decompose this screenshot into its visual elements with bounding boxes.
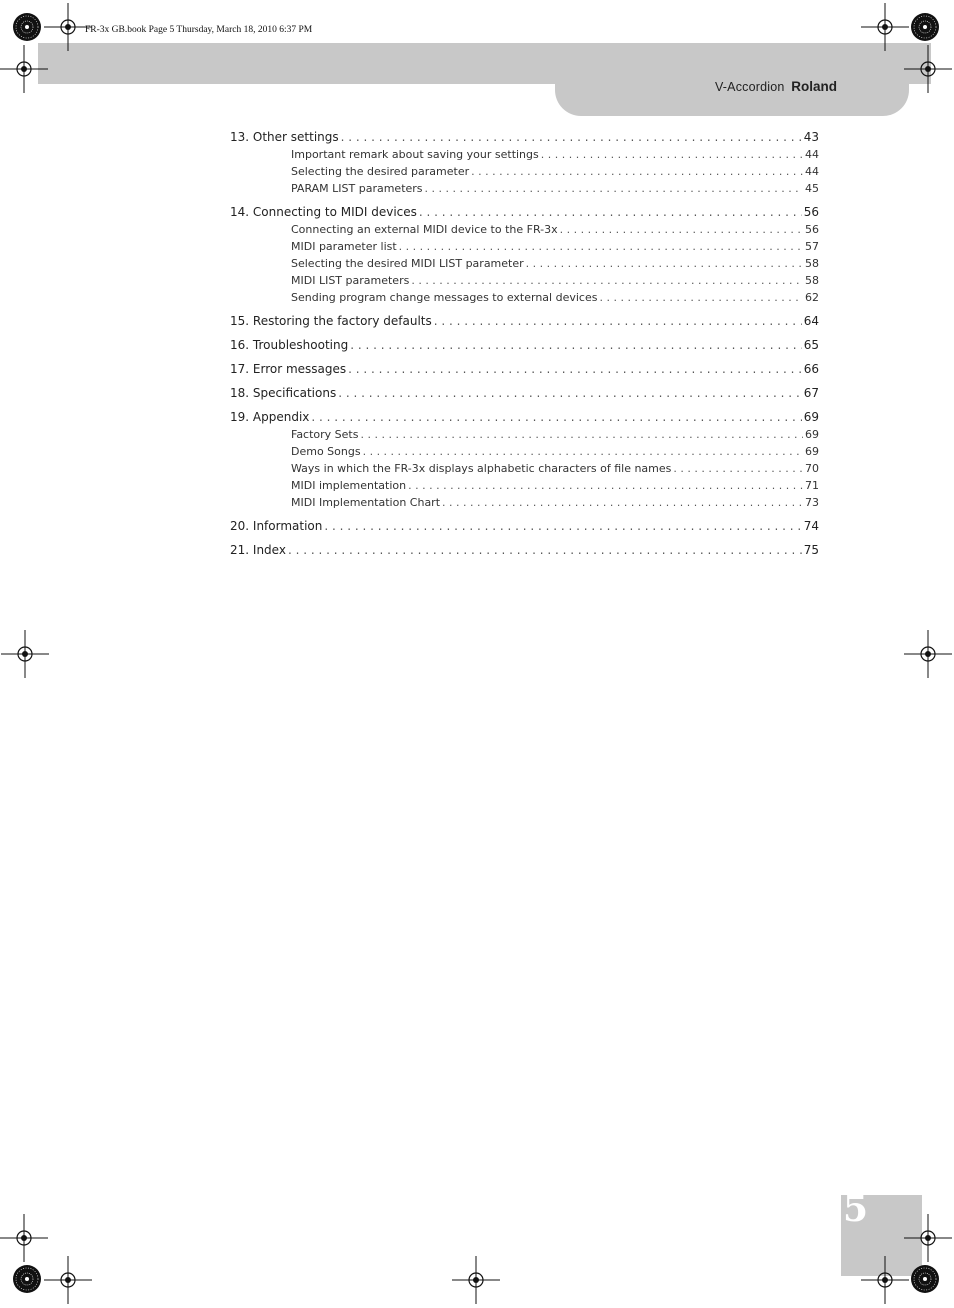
toc-title: 21. Index [230, 543, 286, 557]
product-name: V-Accordion [714, 80, 785, 94]
toc-title: 14. Connecting to MIDI devices [230, 205, 417, 219]
toc-page: 73 [805, 496, 819, 509]
page-number: 5 [843, 1188, 869, 1230]
crosshair-icon [904, 630, 952, 678]
starburst-icon [911, 13, 939, 41]
toc-page: 64 [803, 314, 819, 328]
toc-title: Selecting the desired MIDI LIST parameter [291, 257, 524, 270]
toc-page: 70 [805, 462, 819, 475]
toc-title: 18. Specifications [230, 386, 337, 400]
toc-title: MIDI LIST parameters [291, 274, 410, 287]
toc-page: 69 [803, 410, 819, 424]
toc-page: 44 [805, 165, 819, 178]
crosshair-icon [0, 1214, 48, 1262]
toc-page: 57 [805, 240, 819, 253]
toc-title: 15. Restoring the factory defaults [230, 314, 432, 328]
toc-title: MIDI parameter list [291, 240, 397, 253]
toc-title: 13. Other settings [230, 130, 339, 144]
toc-title: 17. Error messages [230, 362, 347, 376]
toc-page: 58 [805, 274, 819, 287]
toc-page: 69 [805, 445, 819, 458]
brand-name: Roland [791, 79, 837, 94]
toc-page: 65 [803, 338, 819, 352]
toc-title: Important remark about saving your settings [291, 148, 539, 161]
toc-page: 56 [805, 223, 819, 236]
crosshair-icon [44, 1256, 92, 1304]
crosshair-icon [904, 1214, 952, 1262]
toc-page: 69 [805, 428, 819, 441]
crosshair-icon [861, 1256, 909, 1304]
toc-page: 44 [805, 148, 819, 161]
crosshair-icon [1, 630, 49, 678]
toc-page: 67 [803, 386, 819, 400]
toc-page: 58 [805, 257, 819, 270]
toc-title: PARAM LIST parameters [291, 182, 423, 195]
crosshair-icon [44, 3, 92, 51]
toc-page: 45 [805, 182, 819, 195]
toc-title: Ways in which the FR-3x displays alphabetic characters of file names [291, 462, 672, 475]
crosshair-icon [904, 45, 952, 93]
crosshair-icon [0, 45, 48, 93]
toc-page: 56 [803, 205, 819, 219]
toc-title: Demo Songs [291, 445, 361, 458]
toc-title: Factory Sets [291, 428, 359, 441]
toc-title: 19. Appendix [230, 410, 310, 424]
starburst-icon [13, 13, 41, 41]
toc-title: MIDI Implementation Chart [291, 496, 441, 509]
crosshair-icon [452, 1256, 500, 1304]
toc-page: 62 [805, 291, 819, 304]
toc-page: 43 [803, 130, 819, 144]
starburst-icon [13, 1265, 41, 1293]
crosshair-icon [861, 3, 909, 51]
toc-page: 74 [803, 519, 819, 533]
toc-title: 16. Troubleshooting [230, 338, 349, 352]
starburst-icon [911, 1265, 939, 1293]
toc-page: 75 [803, 543, 819, 557]
toc-title: Connecting an external MIDI device to the FR-3x [291, 223, 558, 236]
toc-title: 20. Information [230, 519, 323, 533]
toc-title: MIDI implementation [291, 479, 407, 492]
print-slug: FR-3x GB.book Page 5 Thursday, March 18, 2010 6:37 PM [85, 25, 313, 35]
toc-page: 71 [805, 479, 819, 492]
toc-title: Sending program change messages to external devices [291, 291, 598, 304]
toc-title: Selecting the desired parameter [291, 165, 470, 178]
toc-page: 66 [803, 362, 819, 376]
